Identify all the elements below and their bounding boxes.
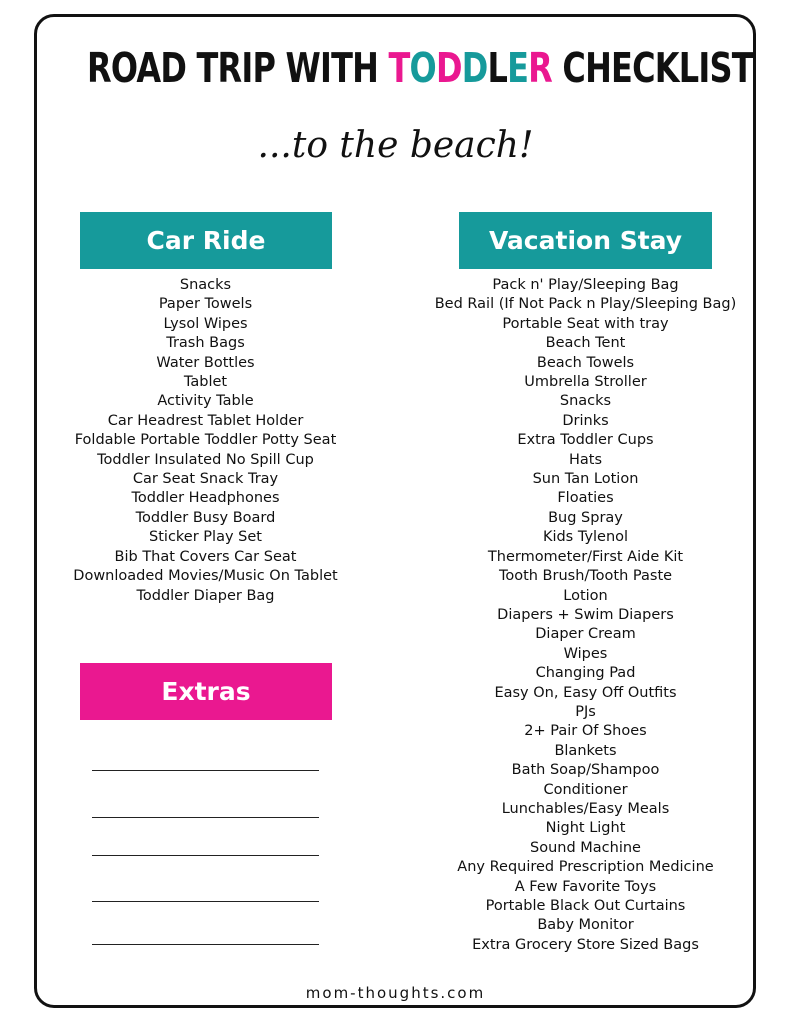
checklist-item: Bib That Covers Car Seat (114, 548, 297, 565)
extras-blank-line[interactable] (92, 901, 319, 902)
extras-blank-line[interactable] (92, 855, 319, 856)
checklist-item: Baby Monitor (537, 917, 634, 934)
car-ride-header: Car Ride (80, 212, 332, 269)
footer-website: mom-thoughts.com (305, 984, 486, 1002)
checklist-item: Extra Toddler Cups (517, 432, 654, 449)
checklist-item: Tooth Brush/Tooth Paste (498, 568, 673, 585)
checklist-item: Kids Tylenol (542, 529, 629, 546)
checklist-item: Portable Seat with tray (502, 315, 669, 332)
checklist-item: Lunchables/Easy Meals (501, 800, 670, 817)
extras-blank-line[interactable] (92, 817, 319, 818)
checklist-item: Bath Soap/Shampoo (511, 762, 660, 779)
checklist-item: Lotion (563, 587, 608, 604)
title-part: O (409, 44, 436, 92)
checklist-item: Blankets (554, 742, 617, 759)
car-ride-list (40, 276, 371, 606)
checklist-item: Beach Towels (536, 354, 635, 371)
checklist-item: Diapers + Swim Diapers (497, 606, 674, 623)
checklist-item: Beach Tent (545, 335, 626, 352)
checklist-item: Lysol Wipes (163, 315, 248, 332)
checklist-item: Car Headrest Tablet Holder (107, 412, 304, 429)
checklist-item: Bug Spray (548, 509, 623, 526)
checklist-item: Easy On, Easy Off Outfits (494, 684, 677, 701)
checklist-item: Downloaded Movies/Music On Tablet (73, 568, 338, 585)
checklist-item: Sticker Play Set (149, 529, 262, 546)
checklist-item: 2+ Pair Of Shoes (524, 723, 647, 740)
checklist-item: Toddler Insulated No Spill Cup (97, 451, 314, 468)
checklist-item: Toddler Busy Board (135, 509, 276, 526)
title-part: ROAD TRIP WITH (87, 44, 389, 92)
checklist-item: Pack n' Play/Sleeping Bag (492, 277, 679, 293)
title-part: D (435, 44, 462, 92)
page-subtitle: ...to the beach! (257, 125, 534, 166)
checklist-item: Foldable Portable Toddler Potty Seat (74, 432, 337, 449)
checklist-item: Drinks (562, 412, 609, 429)
checklist-item: PJs (575, 703, 596, 720)
checklist-item: Conditioner (543, 781, 628, 798)
checklist-item: Any Required Prescription Medicine (457, 859, 714, 876)
checklist-item: Wipes (563, 645, 608, 662)
checklist-item: Tablet (183, 374, 228, 391)
checklist-item: Hats (568, 451, 603, 468)
title-part: R (528, 44, 553, 92)
checklist-item: Thermometer/First Aide Kit (487, 548, 684, 565)
checklist-item: Snacks (559, 393, 612, 410)
checklist-item: Bed Rail (If Not Pack n Play/Sleeping Bag) (434, 296, 737, 313)
title-part: L (487, 44, 508, 92)
title-part: D (461, 44, 488, 92)
extras-blank-line[interactable] (92, 944, 319, 945)
vacation-stay-list (420, 276, 751, 955)
checklist-item: Water Bottles (156, 354, 255, 371)
checklist-item: Car Seat Snack Tray (132, 471, 279, 488)
extras-header: Extras (80, 663, 332, 720)
checklist-item: Paper Towels (158, 296, 253, 313)
checklist-item: Toddler Headphones (131, 490, 280, 507)
checklist-item: Sun Tan Lotion (532, 471, 639, 488)
checklist-item: Diaper Cream (535, 626, 636, 643)
extras-blank-line[interactable] (92, 770, 319, 771)
checklist-item: A Few Favorite Toys (514, 878, 657, 895)
vacation-stay-header: Vacation Stay (459, 212, 712, 269)
checklist-item: Snacks (179, 277, 232, 293)
checklist-item: Changing Pad (535, 665, 636, 682)
checklist-item: Activity Table (157, 393, 254, 410)
page-title (87, 44, 753, 92)
checklist-item: Night Light (545, 820, 626, 837)
checklist-item: Sound Machine (530, 839, 641, 856)
checklist-item: Portable Black Out Curtains (485, 898, 686, 914)
title-part: CHECKLIST (552, 44, 753, 92)
checklist-item: Toddler Diaper Bag (136, 587, 275, 604)
checklist-item: Floaties (557, 490, 614, 507)
checklist-item: Trash Bags (166, 335, 245, 352)
checklist-item: Extra Grocery Store Sized Bags (472, 936, 699, 953)
title-part: T (388, 44, 410, 92)
checklist-item: Umbrella Stroller (524, 374, 647, 391)
title-part: E (507, 44, 529, 92)
